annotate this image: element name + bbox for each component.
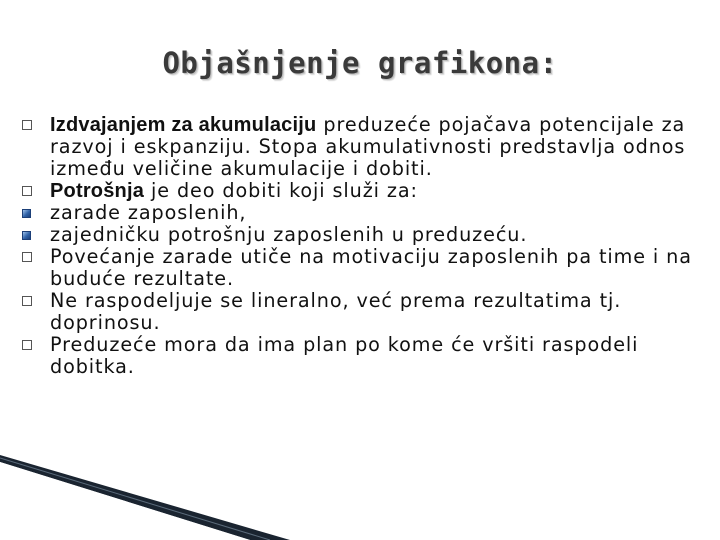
list-item-text: zarade zaposlenih,: [50, 201, 247, 224]
list-item-text: Preduzeće mora da ima plan po kome će vršiti raspodeli dobitka.: [50, 333, 639, 378]
list-item-bold-text: Izdvajanjem za akumulaciju: [50, 114, 317, 136]
list-item-text: Ne raspodeljuje se lineralno, već prema rezultatima tj. doprinosu.: [50, 289, 622, 334]
list-item-text: zajedničku potrošnju zaposlenih u preduzeću.: [50, 223, 528, 246]
list-item-text: je deo dobiti koji služi za:: [144, 179, 418, 202]
slide-title: Objašnjenje grafikona:: [162, 46, 558, 80]
list-item-text: Povećanje zarade utiče na motivaciju zaposlenih pa time i na buduće rezultate.: [50, 245, 692, 290]
list-item-bold-text: Potrošnja: [50, 180, 145, 202]
list-item-text: preduzeće pojačava potencijale za razvoj i eskpanziju. Stopa akumulativnosti predstavlja odnos između veličine akumulacije i dobiti.: [50, 113, 686, 180]
